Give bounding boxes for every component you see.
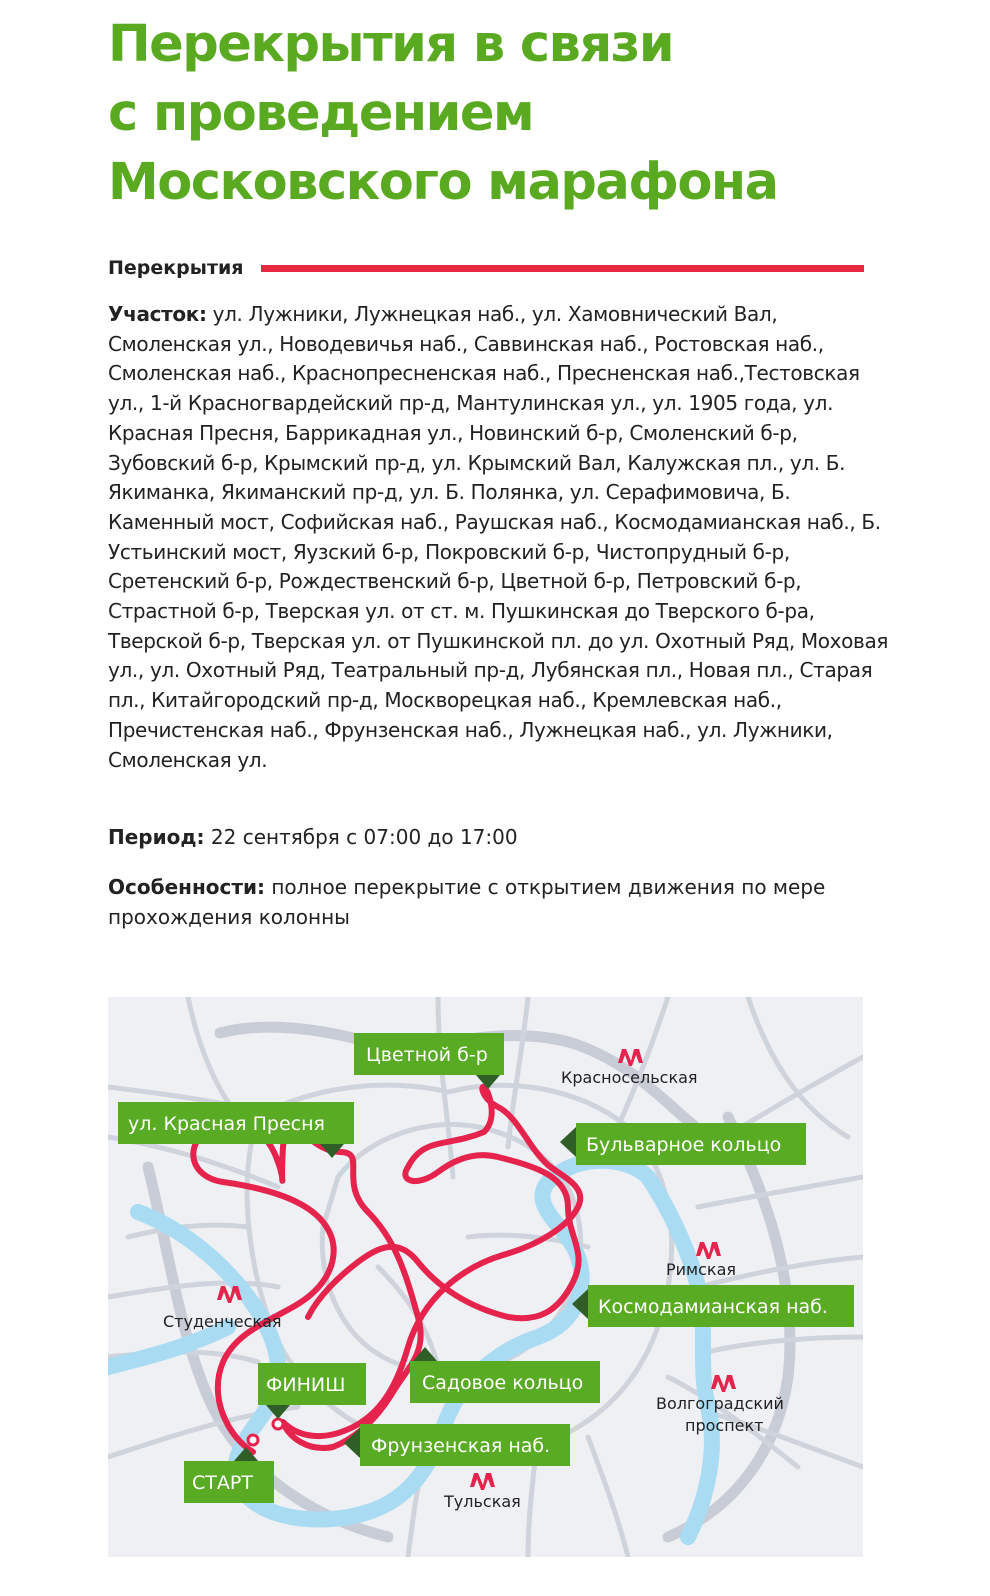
metro-krasnoselskaya <box>561 1049 698 1087</box>
metro-icon <box>696 1242 721 1259</box>
closure-area-text: ул. Лужники, Лужнецкая наб., ул. Хамовнический Вал, Смоленская ул., Новодевичья наб., Саввинская наб., Ростовская наб., Смоленская наб., Краснопресненская наб., Пресненская наб.,Тестовская ул., 1-й Красногвардейский пр-д, Мантулинская ул., ул. 1905 года, ул. Красная Пресня, Баррикадная ул., Новинский б-р, Смоленский б-р, Зубовский б-р, Крымский пр-д, ул. Крымский Вал, Калужская пл., ул. Б. Якиманка, Якиманский пр-д, ул. Б. Полянка, ул. Серафимовича, Б. Каменный мост, Софийская наб., Раушская наб., Космодамианская наб., Б. Устьинский мост, Яузский б-р, Покровский б-р, Чистопрудный б-р, Сретенский б-р, Рождественский б-р, Цветной б-р, Петровский б-р, Страстной б-р, Тверская ул. от ст. м. Пушкинская до Тверского б-ра, Тверской б-р, Тверская ул. от Пушкинской пл. до ул. Охотный Ряд, Моховая ул., ул. Охотный Ряд, Театральный пр-д, Лубянская пл., Новая пл., Старая пл., Китайгородский пр-д, Москворецкая наб., Кремлевская наб., Пречистенская наб., Фрунзенская наб., Лужнецкая наб., ул. Лужники, Смоленская ул. <box>108 302 889 772</box>
section-divider <box>261 265 864 272</box>
label-krasnaya-presnya <box>118 1102 354 1158</box>
metro-rimskaya <box>666 1242 736 1279</box>
label-start <box>184 1447 274 1503</box>
page-title <box>108 10 948 217</box>
label-text: СТАРТ <box>192 1472 253 1494</box>
label-finish <box>258 1363 366 1419</box>
section-heading-label: Перекрытия <box>108 257 244 279</box>
label-kosmodamianskaya <box>572 1285 854 1327</box>
river-branch <box>108 1327 228 1367</box>
label-text: Садовое кольцо <box>422 1372 584 1394</box>
metro-label: Волгоградский <box>656 1394 784 1413</box>
closure-area-label: Участок: <box>108 302 207 326</box>
closure-period <box>108 823 898 853</box>
metro-label: Римская <box>666 1260 737 1279</box>
label-frunzenskaya <box>344 1424 570 1466</box>
label-bulvarnoe <box>560 1123 806 1165</box>
title-line-3: Московского марафона <box>108 153 778 212</box>
closure-area <box>108 300 898 775</box>
start-marker <box>248 1435 258 1445</box>
label-tsvetnoy <box>354 1033 504 1089</box>
closure-features-label: Особенности: <box>108 875 265 899</box>
title-line-1: Перекрытия в связи <box>108 15 674 74</box>
route-map <box>108 997 863 1557</box>
closure-features-text: полное перекрытие с открытием движения по мере прохождения колонны <box>108 875 826 929</box>
closure-features <box>108 873 898 932</box>
label-text: Космодамианская наб. <box>598 1296 828 1318</box>
label-text: Цветной б-р <box>366 1044 488 1066</box>
section-heading <box>108 253 864 283</box>
metro-label: Красносельская <box>561 1068 698 1087</box>
closure-period-label: Период: <box>108 825 205 849</box>
label-text: Фрунзенская наб. <box>371 1435 551 1457</box>
label-text: ул. Красная Пресня <box>128 1113 325 1135</box>
finish-marker <box>273 1419 283 1429</box>
metro-tulskaya <box>443 1473 521 1511</box>
closure-period-text: 22 сентября с 07:00 до 17:00 <box>204 825 518 849</box>
metro-label: Тульская <box>444 1492 521 1511</box>
route-map-svg <box>108 997 863 1557</box>
metro-label: проспект <box>685 1416 764 1435</box>
metro-icon <box>217 1286 242 1303</box>
metro-icon <box>470 1473 495 1490</box>
metro-icon <box>711 1375 736 1392</box>
metro-volgogradsky <box>656 1375 784 1435</box>
label-text: ФИНИШ <box>266 1374 346 1396</box>
title-line-2: с проведением <box>108 84 534 143</box>
label-text: Бульварное кольцо <box>586 1134 782 1156</box>
metro-label: Студенческая <box>163 1312 282 1331</box>
